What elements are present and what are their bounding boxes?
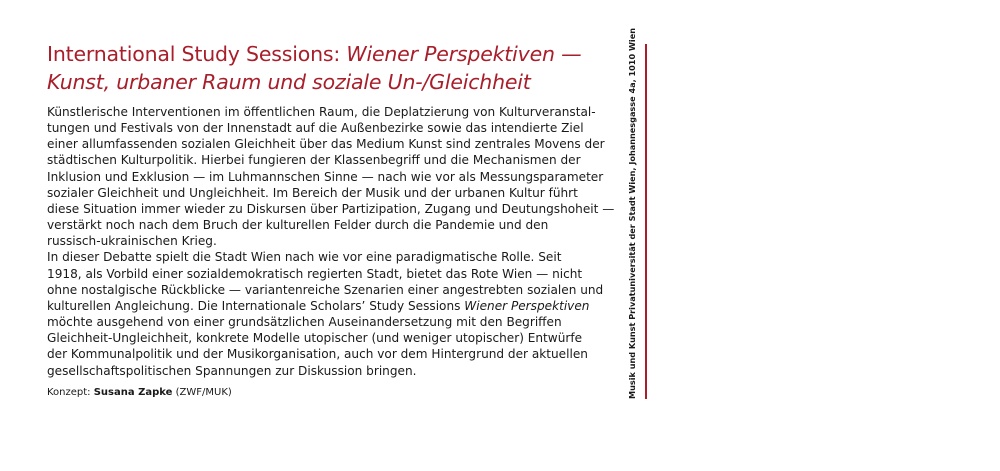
page-title bbox=[47, 40, 647, 96]
text-line bbox=[47, 298, 617, 314]
title-plain-text: International Study Sessions: bbox=[47, 42, 347, 66]
text-line: diese Situation immer wieder zu Diskursen über Partizipation, Zugang und Deutungshoheit — bbox=[47, 201, 615, 216]
body-text bbox=[47, 104, 617, 379]
text-line-italic: Wiener Perspektiven bbox=[464, 298, 590, 313]
title-italic-text: Wiener Perspektiven — bbox=[346, 42, 582, 66]
title-subtitle-text: Kunst, urbaner Raum und soziale Un-/Gleichheit bbox=[47, 70, 531, 94]
text-line: Gleichheit-Ungleichheit, konkrete Modelle utopischer (und weniger utopischer) Entwürfe bbox=[47, 331, 583, 346]
text-line: ohne nostalgische Rückblicke — variantenreiche Szenarien einer angestrebten sozialen und bbox=[47, 282, 604, 297]
text-line-plain: kulturellen Angleichung. Die Internationale Scholars’ Study Sessions bbox=[47, 298, 465, 313]
credit-line bbox=[47, 386, 232, 400]
text-line: einer allumfassenden sozialen Gleichheit über das Medium Kunst sind zentrales Movens der bbox=[47, 137, 605, 152]
credit-label: Konzept: bbox=[47, 387, 94, 398]
text-line: Inklusion und Exklusion — im Luhmannschen Sinne — nach wie vor als Messungsparameter bbox=[47, 169, 604, 184]
paragraph-1 bbox=[47, 104, 617, 249]
credit-affiliation: (ZWF/MUK) bbox=[172, 387, 232, 398]
sidebar-address: Musik und Kunst Privatuniversität der Stadt Wien, Johannesgasse 4a, 1010 Wien bbox=[627, 28, 637, 399]
text-line: verstärkt noch nach dem Bruch der kulturellen Felder durch die Pandemie und den bbox=[47, 218, 549, 233]
credit-name: Susana Zapke bbox=[93, 387, 173, 398]
text-line: Künstlerische Interventionen im öffentlichen Raum, die Deplatzierung von Kulturveranstal- bbox=[47, 105, 596, 119]
text-line: gesellschaftspolitischen Spannungen zur Diskussion bringen. bbox=[47, 363, 417, 378]
text-line: 1918, als Vorbild einer sozialdemokratisch regierten Stadt, bietet das Rote Wien — nicht bbox=[47, 266, 583, 281]
accent-rule bbox=[645, 44, 647, 399]
title-line-1 bbox=[47, 40, 647, 68]
title-line-2 bbox=[47, 68, 647, 96]
text-line: sozialer Gleichheit und Ungleichheit. Im Bereich der Musik und der urbanen Kultur führt bbox=[47, 185, 578, 200]
text-line: russisch-ukrainischen Krieg. bbox=[47, 234, 217, 249]
text-line: tungen und Festivals von der Innenstadt auf die Außenbezirke sowie das intendierte Ziel bbox=[47, 121, 584, 136]
text-line: der Kommunalpolitik und der Musikorganisation, auch vor dem Hintergrund der aktuellen bbox=[47, 347, 588, 362]
text-line: städtischen Kulturpolitik. Hierbei fungieren der Klassenbegriff und die Mechanismen der bbox=[47, 153, 581, 168]
paragraph-2 bbox=[47, 249, 617, 378]
text-line: möchte ausgehend von einer grundsätzlichen Auseinandersetzung mit den Begriffen bbox=[47, 315, 562, 330]
text-line: In dieser Debatte spielt die Stadt Wien nach wie vor eine paradigmatische Rolle. Seit bbox=[47, 250, 562, 265]
